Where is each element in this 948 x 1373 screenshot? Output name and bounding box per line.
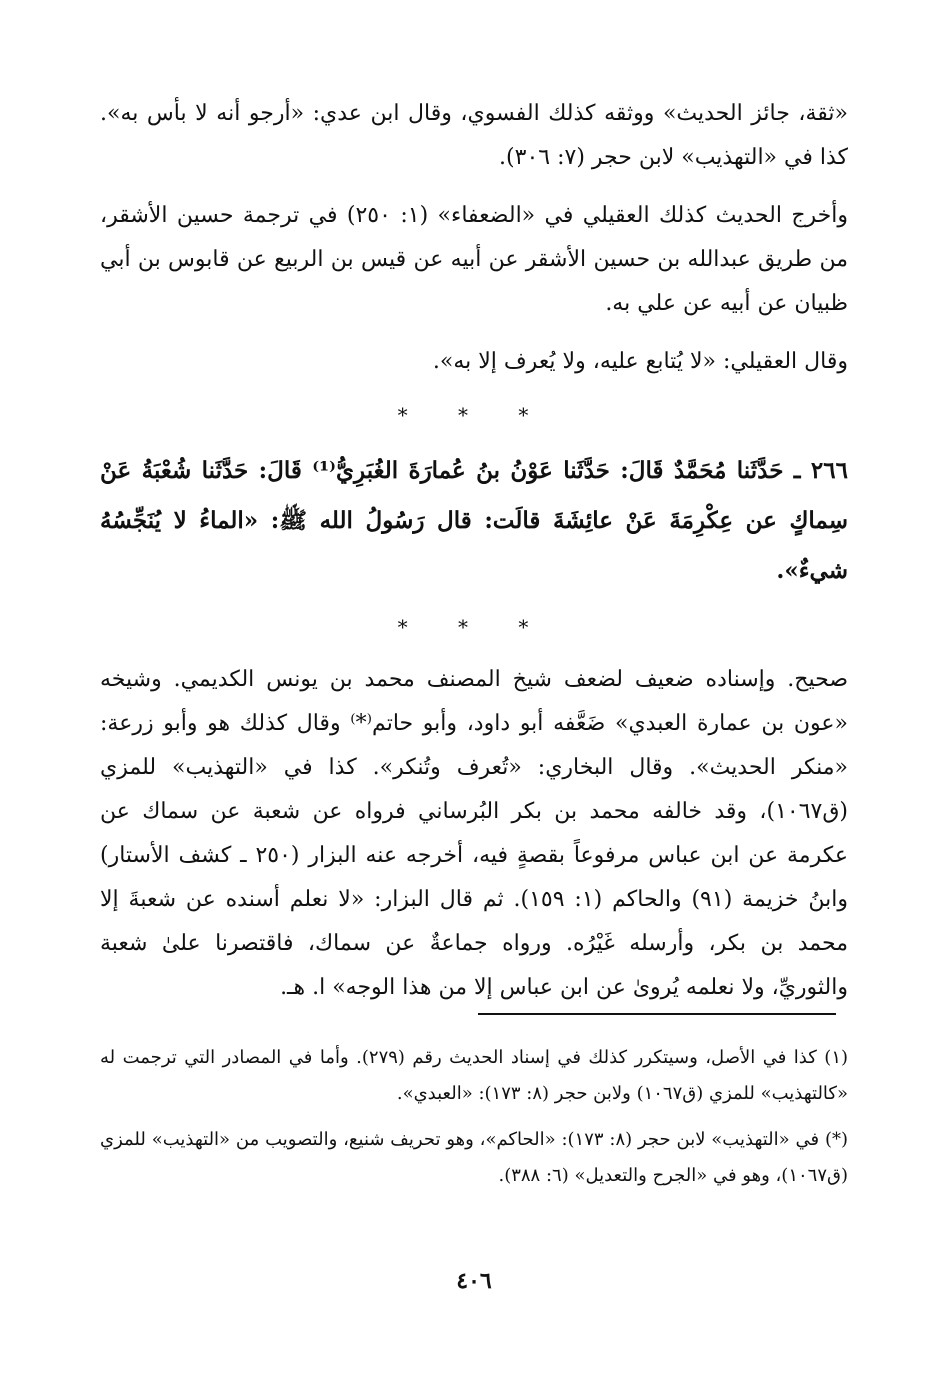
section-separator-2: * * * [397,615,551,639]
main-text [100,92,848,1010]
footnote-1: (١) كذا في الأصل، وسيتكرر كذلك في إسناد الحديث رقم (٢٧٩). وأما في المصادر التي ترجمت له «كالتهذيب» للمزي (ق١٠٦٧) ولابن حجر (٨: ١٧٣): «العبدي». [100,1047,849,1104]
footnotes [100,1040,848,1204]
commentary-paragraph: صحيح. وإسناده ضعيف لضعف شيخ المصنف محمد بن يونس الكديمي. وشيخه «عون بن عمارة العبدي» ضَعَّفه أبو داود، وأبو حاتم⁽*⁾ وقال كذلك هو وأبو زرعة: «منكر الحديث». وقال البخاري: «تُعرف وتُنكر». كذا في «التهذيب» للمزي (ق١٠٦٧)، وقد خالفه محمد بن بكر البُرساني فرواه عن شعبة عن سماك عن عكرمة عن ابن عباس مرفوعاً بقصةٍ فيه، أخرجه عنه البزار (٢٥٠ ـ كشف الأستار) وابنُ خزيمة (٩١) والحاكم (١: ١٥٩). ثم قال البزار: «لا نعلم أسنده عن شعبةَ إلا محمد بن بكر، وأرسله غَيْرُه. ورواه جماعةٌ عن سماك، فاقتصرنا علىٰ شعبة والثوريِّ، ولا نعلمه يُروىٰ عن ابن عباس إلا من هذا الوجه» ا. هـ. [100,667,848,1000]
footnote-divider [478,1013,836,1015]
page-number: ٤٠٦ [456,1268,492,1294]
paragraph-3: وقال العقيلي: «لا يُتابع عليه، ولا يُعرف إلا به». [432,349,848,374]
paragraph-1: «ثقة، جائز الحديث» ووثقه كذلك الفسوي، وقال ابن عدي: «أرجو أنه لا بأس به». كذا في «التهذيب» لابن حجر (٧: ٣٠٦). [100,101,848,170]
hadith-text: ٢٦٦ ـ حَدَّثَنا مُحَمَّدٌ قَالَ: حَدَّثَنا عَوْنُ بنُ عُمارَةَ الغُبَرِيُّ⁽¹⁾ قَالَ: حَدَّثَنا شُعْبَةُ عَنْ سِماكٍ عن عِكْرِمَةَ عَنْ عائِشَةَ قالَت: قال رَسُولُ الله ﷺ: «الماءُ لا يُنَجِّسُهُ شيءٌ». [100,457,848,584]
footnote-2: (*) في «التهذيب» لابن حجر (٨: ١٧٣): «الحاكم»، وهو تحريف شنيع، والتصويب من «التهذيب» للمزي (ق١٠٦٧)، وهو في «الجرح والتعديل» (٦: ٣٨٨). [100,1129,848,1186]
paragraph-2: وأخرج الحديث كذلك العقيلي في «الضعفاء» (١: ٢٥٠) في ترجمة حسين الأشقر، من طريق عبدالله بن حسين الأشقر عن أبيه عن قيس بن الربيع عن قابوس بن أبي ظبيان عن أبيه عن علي به. [100,203,849,316]
section-separator-1: * * * [397,403,551,427]
